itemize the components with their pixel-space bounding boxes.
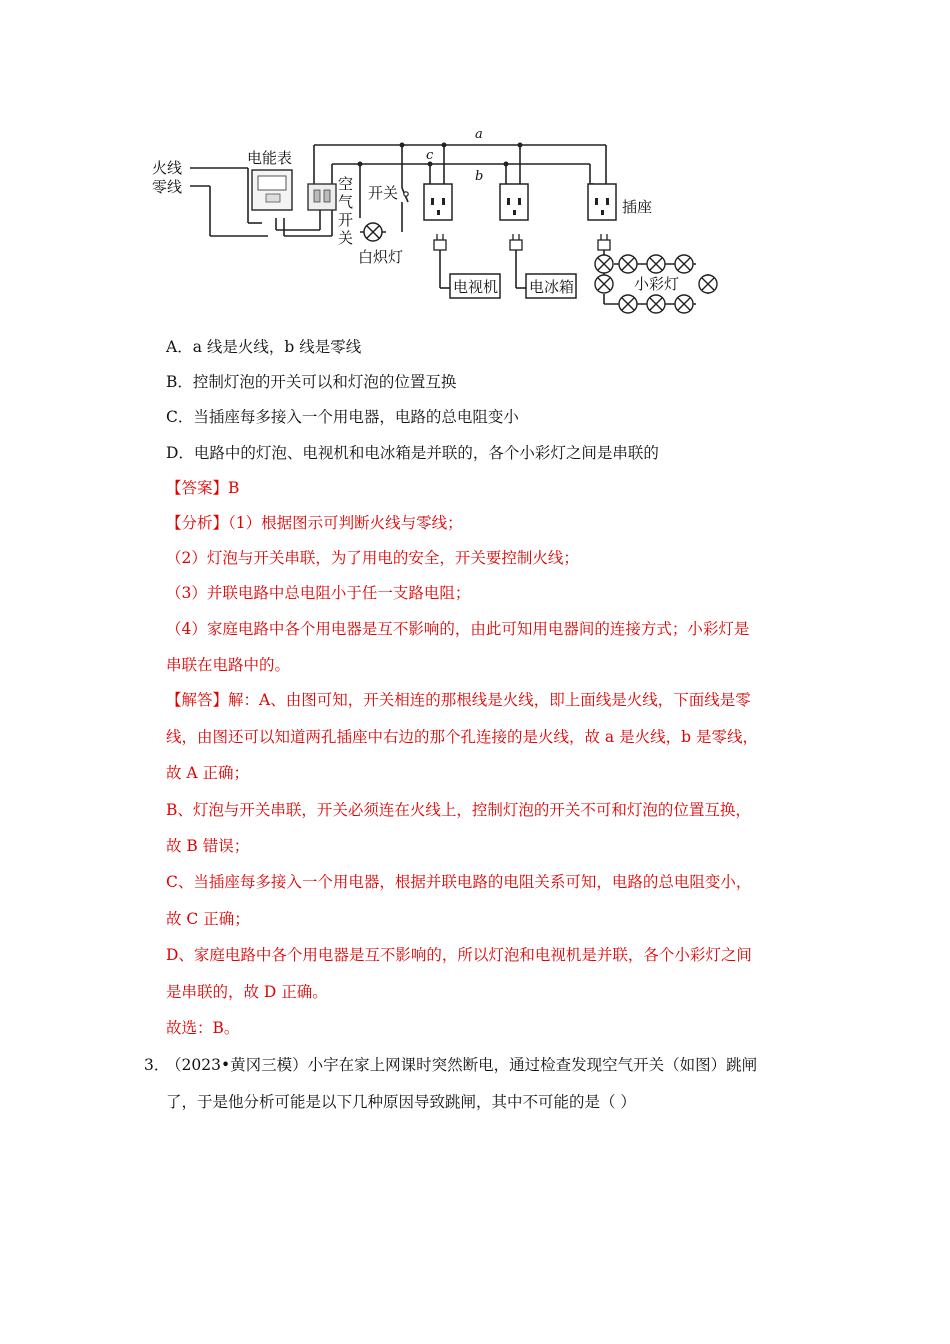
label-socket: 插座: [622, 198, 653, 216]
label-a: a: [475, 127, 483, 142]
energy-meter-icon: [252, 170, 292, 210]
plug-icon: [510, 234, 522, 250]
label-meter: 电能表: [247, 149, 293, 167]
option-a: A．a 线是火线，b 线是零线: [166, 338, 362, 356]
analysis-line-4: （4）家庭电路中各个用电器是互不影响的，由此可知用电器间的连接方式；小彩灯是: [166, 620, 750, 638]
answer-line: [166, 478, 239, 498]
circuit-diagram: [148, 118, 728, 328]
solution-line-2: 线，由图还可以知道两孔插座中右边的那个孔连接的是火线，故 a 是火线，b 是零线，: [166, 728, 758, 746]
socket-icon: [500, 184, 528, 220]
label-bulb: 白炽灯: [358, 248, 404, 266]
option-c: C．当插座每多接入一个用电器，电路的总电阻变小: [166, 408, 519, 426]
label-huoxian: 火线: [152, 159, 183, 177]
analysis-text: （1）根据图示可判断火线与零线；: [228, 514, 463, 532]
plug-icon: [434, 234, 446, 250]
question-3-line-2: 了，于是他分析可能是以下几种原因导致跳闸，其中不可能的是（ ）: [166, 1093, 636, 1111]
analysis-line-2: （2）灯泡与开关串联，为了用电的安全，开关要控制火线；: [166, 549, 579, 567]
answer-value: B: [228, 479, 240, 497]
analysis-line-3: （3）并联电路中总电阻小于任一支路电阻；: [166, 584, 471, 602]
solution-line-1: [166, 690, 751, 710]
question-3-line-1: （2023•黄冈三模）小宇在家上网课时突然断电，通过检查发现空气开关（如图）跳闸: [166, 1056, 758, 1074]
bulb-icon: [364, 223, 382, 241]
solution-conclusion: 故选：B。: [166, 1019, 240, 1037]
solution-text: 解：A、由图可知，开关相连的那根线是火线，即上面线是火线，下面线是零: [228, 691, 751, 709]
solution-line-7: 故 C 正确；: [166, 910, 250, 928]
label-air-switch-2: 气: [338, 193, 354, 211]
label-lingxian: 零线: [152, 178, 183, 196]
solution-line-3: 故 A 正确；: [166, 764, 250, 782]
label-fridge: 电冰箱: [529, 278, 575, 296]
option-d: D．电路中的灯泡、电视机和电冰箱是并联的，各个小彩灯之间是串联的: [166, 444, 659, 462]
analysis-label: 【分析】: [166, 514, 229, 532]
solution-line-8: D、家庭电路中各个用电器是互不影响的，所以灯泡和电视机是并联，各个小彩灯之间: [166, 946, 752, 964]
solution-line-6: C、当插座每多接入一个用电器，根据并联电路的电阻关系可知，电路的总电阻变小，: [166, 873, 752, 891]
label-c: c: [426, 148, 434, 163]
socket-icon: [588, 184, 616, 220]
circuit-svg: [148, 118, 728, 328]
question-3-number: 3．: [144, 1056, 170, 1074]
label-small-lights: 小彩灯: [634, 275, 680, 293]
option-b: B．控制灯泡的开关可以和灯泡的位置互换: [166, 373, 457, 391]
plug-icon: [598, 234, 610, 250]
socket-icon: [424, 184, 452, 220]
solution-line-5: 故 B 错误；: [166, 837, 250, 855]
air-switch-icon: [308, 184, 336, 210]
label-tv: 电视机: [453, 278, 499, 296]
solution-line-9: 是串联的，故 D 正确。: [166, 983, 328, 1001]
label-air-switch-1: 空: [338, 175, 354, 193]
label-air-switch-4: 关: [338, 229, 354, 247]
analysis-line-5: 串联在电路中的。: [166, 656, 291, 674]
label-switch: 开关: [368, 184, 399, 202]
answer-label: 【答案】: [166, 479, 229, 497]
label-b: b: [475, 169, 484, 184]
analysis-line-1: [166, 513, 463, 533]
solution-label: 【解答】: [166, 691, 229, 709]
switch-contact-icon: [404, 192, 408, 196]
solution-line-4: B、灯泡与开关串联，开关必须连在火线上，控制灯泡的开关不可和灯泡的位置互换，: [166, 801, 751, 819]
label-air-switch-3: 开: [338, 211, 354, 229]
